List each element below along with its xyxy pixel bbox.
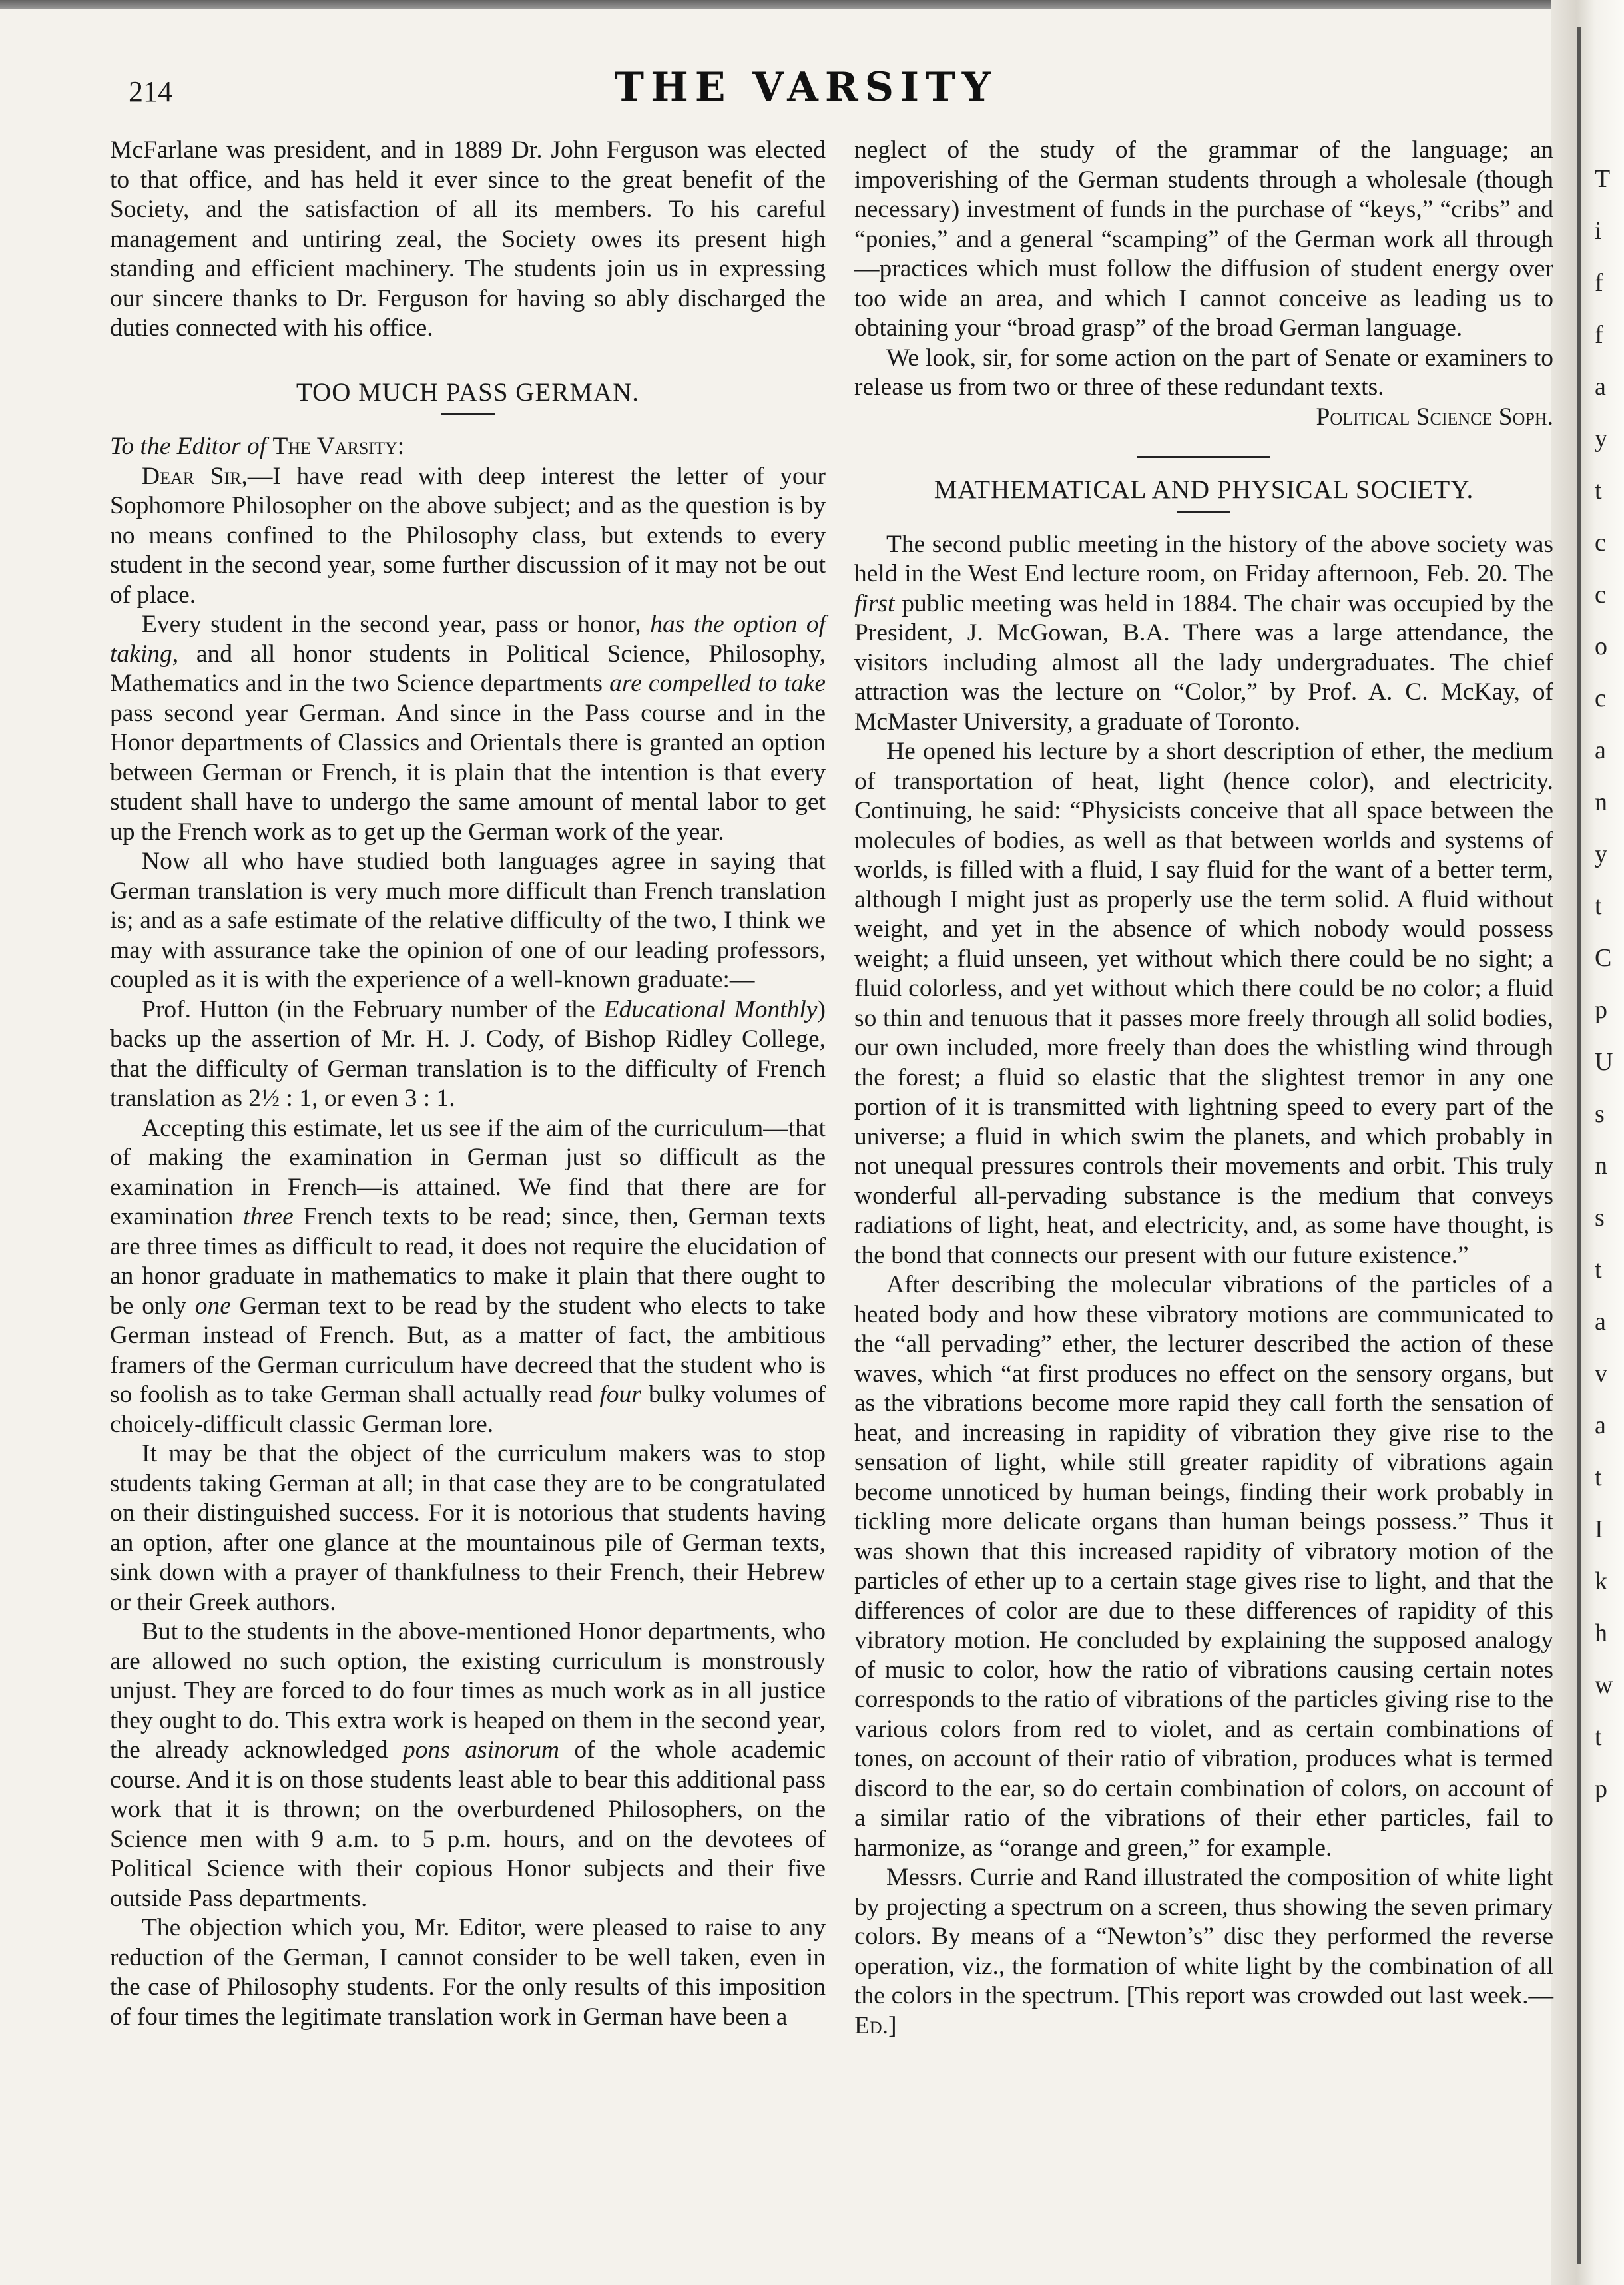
edge-letter: t [1595, 477, 1602, 505]
edge-letter: s [1595, 1100, 1605, 1128]
edge-letter: y [1595, 425, 1607, 453]
letter-paragraph: Every student in the second year, pass or honor, has the option of taking, and all honor students in Political Science, Philosophy, Mathematics and in the two Science departments are compelled to take pass second year German. And since in the Pass course and in the Honor departments of Classics and Orientals there is granted an option between German or French, it is plain that the intention is that every student shall have to undergo the same amount of mental labor to get up the French work as to get up the German work of the year. [110, 611, 826, 846]
page-number: 214 [129, 75, 172, 108]
edge-letter: t [1595, 1463, 1602, 1491]
letter-paragraph: Dear Sir,—I have read with deep interest the letter of your Sophomore Philosopher on the above subject; and as the question is by no means confined to the Philosophy class, but extends to every student in the second year, some further discussion of it may not be out of place. [110, 462, 826, 609]
edge-letter: v [1595, 1360, 1607, 1388]
article-paragraph: Messrs. Currie and Rand illustrated the composition of white light by projecting a spectrum on a screen, thus showing the seven primary colors. By means of a “Newton’s” disc they performed the reverse operation, viz., the formation of white light by the combination of all the colors in the spectrum. [This report was crowded out last week.—Ed.] [854, 1864, 1553, 2039]
edge-letter: h [1595, 1619, 1607, 1647]
edge-letter: f [1595, 269, 1603, 297]
edge-letter: s [1595, 1204, 1605, 1232]
edge-letter: c [1595, 581, 1606, 609]
letter-signature: Political Science Soph. [1316, 403, 1553, 431]
edge-letter: n [1595, 1152, 1607, 1180]
edge-letter: f [1595, 321, 1603, 349]
right-column [854, 136, 1553, 2041]
masthead: THE VARSITY [614, 64, 997, 111]
top-border [0, 0, 1624, 9]
edge-letter: U [1595, 1048, 1613, 1076]
letter-paragraph: We look, sir, for some action on the part of Senate or examiners to release us from two or three of these redundant texts. [854, 344, 1553, 401]
letter-paragraph: Accepting this estimate, let us see if the aim of the curriculum—that of making the examination in German just so difficult as the examination in French—is attained. We find that there are for examination three French texts to be read; since, then, German texts are three times as difficult to read, it does not require the elucidation of an honor graduate in mathematics to make it plain that there ought to be only one German text to be read by the student who elects to take German instead of French. But, as a matter of fact, the ambitious framers of the German curriculum have decreed that the student who is so foolish as to take German shall actually read four bulky volumes of choicely-difficult classic German lore. [110, 1114, 826, 1438]
letter-paragraph: But to the students in the above-mentioned Honor departments, who are allowed no such option, the existing curriculum is monstrously unjust. They are forced to do four times as much work as in all justice they ought to do. This extra work is heaped on them in the second year, the already acknowledged pons asinorum of the whole academic course. And it is on those students least able to bear this additional pass work that it is thrown; on the overburdened Philosophers, on the Science men with 9 a.m. to 5 p.m. hours, and on the devotees of Political Science with their copious Honor subjects and their five outside Pass departments. [110, 1618, 826, 1912]
heading-rule [441, 413, 495, 415]
letter-paragraph: Now all who have studied both languages agree in saying that German translation is very much more difficult than French translation is; and as a safe estimate of the relative difficulty of the two, I think we may with assurance take the opinion of one of our leading professors, coupled as it is with the experience of a well-known graduate:— [110, 848, 826, 993]
edge-letter: w [1595, 1671, 1613, 1699]
edge-letter: c [1595, 684, 1606, 712]
letter-paragraph: It may be that the object of the curriculum makers was to stop students taking German at all; in that case they are to be congratulated on their distinguished success. For it is notorious that students having an option, after one glance at the mountainous pile of German texts, sink down with a prayer of thankfulness to their French, their Hebrew or their Greek authors. [110, 1440, 826, 1616]
left-column [110, 136, 826, 2032]
article-paragraph: The second public meeting in the history of the above society was held in the West End lecture room, on Friday afternoon, Feb. 20. The first public meeting was held in 1884. The chair was occupied by the President, J. McGowan, B.A. There was a large attendance, the visitors including almost all the lady undergraduates. The chief attraction was the lecture on “Color,” by Prof. A. C. McKay, of McMaster University, a graduate of Toronto. [854, 530, 1553, 736]
edge-letter: a [1595, 736, 1606, 764]
edge-letter: I [1595, 1515, 1603, 1543]
article-paragraph: He opened his lecture by a short description of ether, the medium of transportation of heat, light (hence color), and electricity. Continuing, he said: “Physicists conceive that all space between the molecules of bodies, as well as that between worlds and systems of worlds, is filled with a fluid, I say fluid for the want of a better term, although I might just as properly use the term solid. A fluid without weight, and yet in the absence of which nobody would possess weight; a fluid unseen, yet without which there could be no sight; a fluid colorless, and yet without which there could be no color; a fluid so thin and tenuous that it passes more freely through all solid bodies, our own included, more freely than does the whistling wind through the forest; a fluid so elastic that the slightest tremor in any one portion of it is transmitted with lightning speed to every part of the universe; a fluid in which swim the planets, and which probably in not unequal pressures controls their movements and orbit. This truly wonderful all-pervading substance is the medium that conveys radiations of light, heat, and electricity, and, as some have thought, is the bond that connects our present with our future existence.” [854, 738, 1553, 1269]
edge-letter: t [1595, 1723, 1602, 1751]
edge-letter: p [1595, 996, 1607, 1024]
heading-rule [1177, 511, 1230, 513]
gutter-shadow [1577, 27, 1581, 2264]
edge-letter: t [1595, 1256, 1602, 1284]
facing-page-edge [1595, 153, 1624, 1815]
section-rule [1137, 456, 1270, 458]
edge-letter: c [1595, 529, 1606, 557]
article-paragraph: After describing the molecular vibrations of the particles of a heated body and how these vibratory motions are communicated to the “all pervading” ether, the lecturer described the action of these waves, which “at first produces no effect on the sensory organs, but as the vibrations become more rapid they call forth the sensation of heat, and increasing in rapidity of vibration they give rise to the sensation of light, while still greater rapidity of vibrations again become unnoticed by human beings, finding their work probably in tickling more delicate organs than human beings possess.” Thus it was shown that this increased rapidity of vibratory motion of the particles of ether up to a certain stage gives rise to light, and that the differences of color are due to these differences of rapidity of this vibratory motion. He concluded by explaining the supposed analogy of music to color, how the ratio of vibrations causing certain notes corresponds to the ratio of vibrations of the particles giving rise to the various colors from red to violet, and as certain combinations of tones, on account of their ratio of vibration, produces what is termed discord to the ear, so do certain combination of colors, on account of a similar ratio of the vibrations of their ether particles, fail to harmonize, as “orange and green,” for example. [854, 1271, 1553, 1862]
article-heading: MATHEMATICAL AND PHYSICAL SOCIETY. [934, 475, 1474, 504]
edge-letter: n [1595, 788, 1607, 816]
letter-paragraph: neglect of the study of the grammar of the language; an impoverishing of the German students through a wholesale (though necessary) investment of funds in the purchase of “keys,” “cribs” and “ponies,” and a general “scamping” of the German work all through—practices which must follow the diffusion of student energy over too wide an area, and which I cannot conceive as leading us to obtaining your “broad grasp” of the broad German language. [854, 136, 1553, 342]
edge-letter: k [1595, 1567, 1607, 1595]
edge-letter: t [1595, 892, 1602, 920]
edge-letter: C [1595, 944, 1612, 972]
edge-letter: y [1595, 840, 1607, 868]
letter-paragraph: The objection which you, Mr. Editor, were pleased to raise to any reduction of the German, I cannot consider to be well taken, even in the case of Philosophy students. For the only results of this imposition of four times the legitimate translation work in German have been a [110, 1914, 826, 2031]
edge-letter: a [1595, 1411, 1606, 1439]
edge-letter: p [1595, 1775, 1607, 1803]
letter-paragraph: Prof. Hutton (in the February number of the Educational Monthly) backs up the assertion of Mr. H. J. Cody, of Bishop Ridley College, that the difficulty of German translation is to the difficulty of French translation as 2½ : 1, or even 3 : 1. [110, 995, 826, 1112]
edge-letter: T [1595, 165, 1611, 193]
edge-letter: o [1595, 633, 1607, 660]
article-continuation: McFarlane was president, and in 1889 Dr. John Ferguson was elected to that office, and has held it ever since to the great benefit of the Society, and the satisfaction of all its members. To his careful management and untiring zeal, the Society owes its present high standing and efficient machinery. The students join us in expressing our sincere thanks to Dr. Ferguson for having so ably discharged the duties connected with his office. [110, 136, 826, 342]
salutation: To the Editor of The Varsity: [110, 433, 405, 460]
article-heading: TOO MUCH PASS GERMAN. [296, 378, 640, 407]
edge-letter: i [1595, 217, 1602, 245]
edge-letter: a [1595, 1308, 1606, 1336]
edge-letter: a [1595, 373, 1606, 401]
